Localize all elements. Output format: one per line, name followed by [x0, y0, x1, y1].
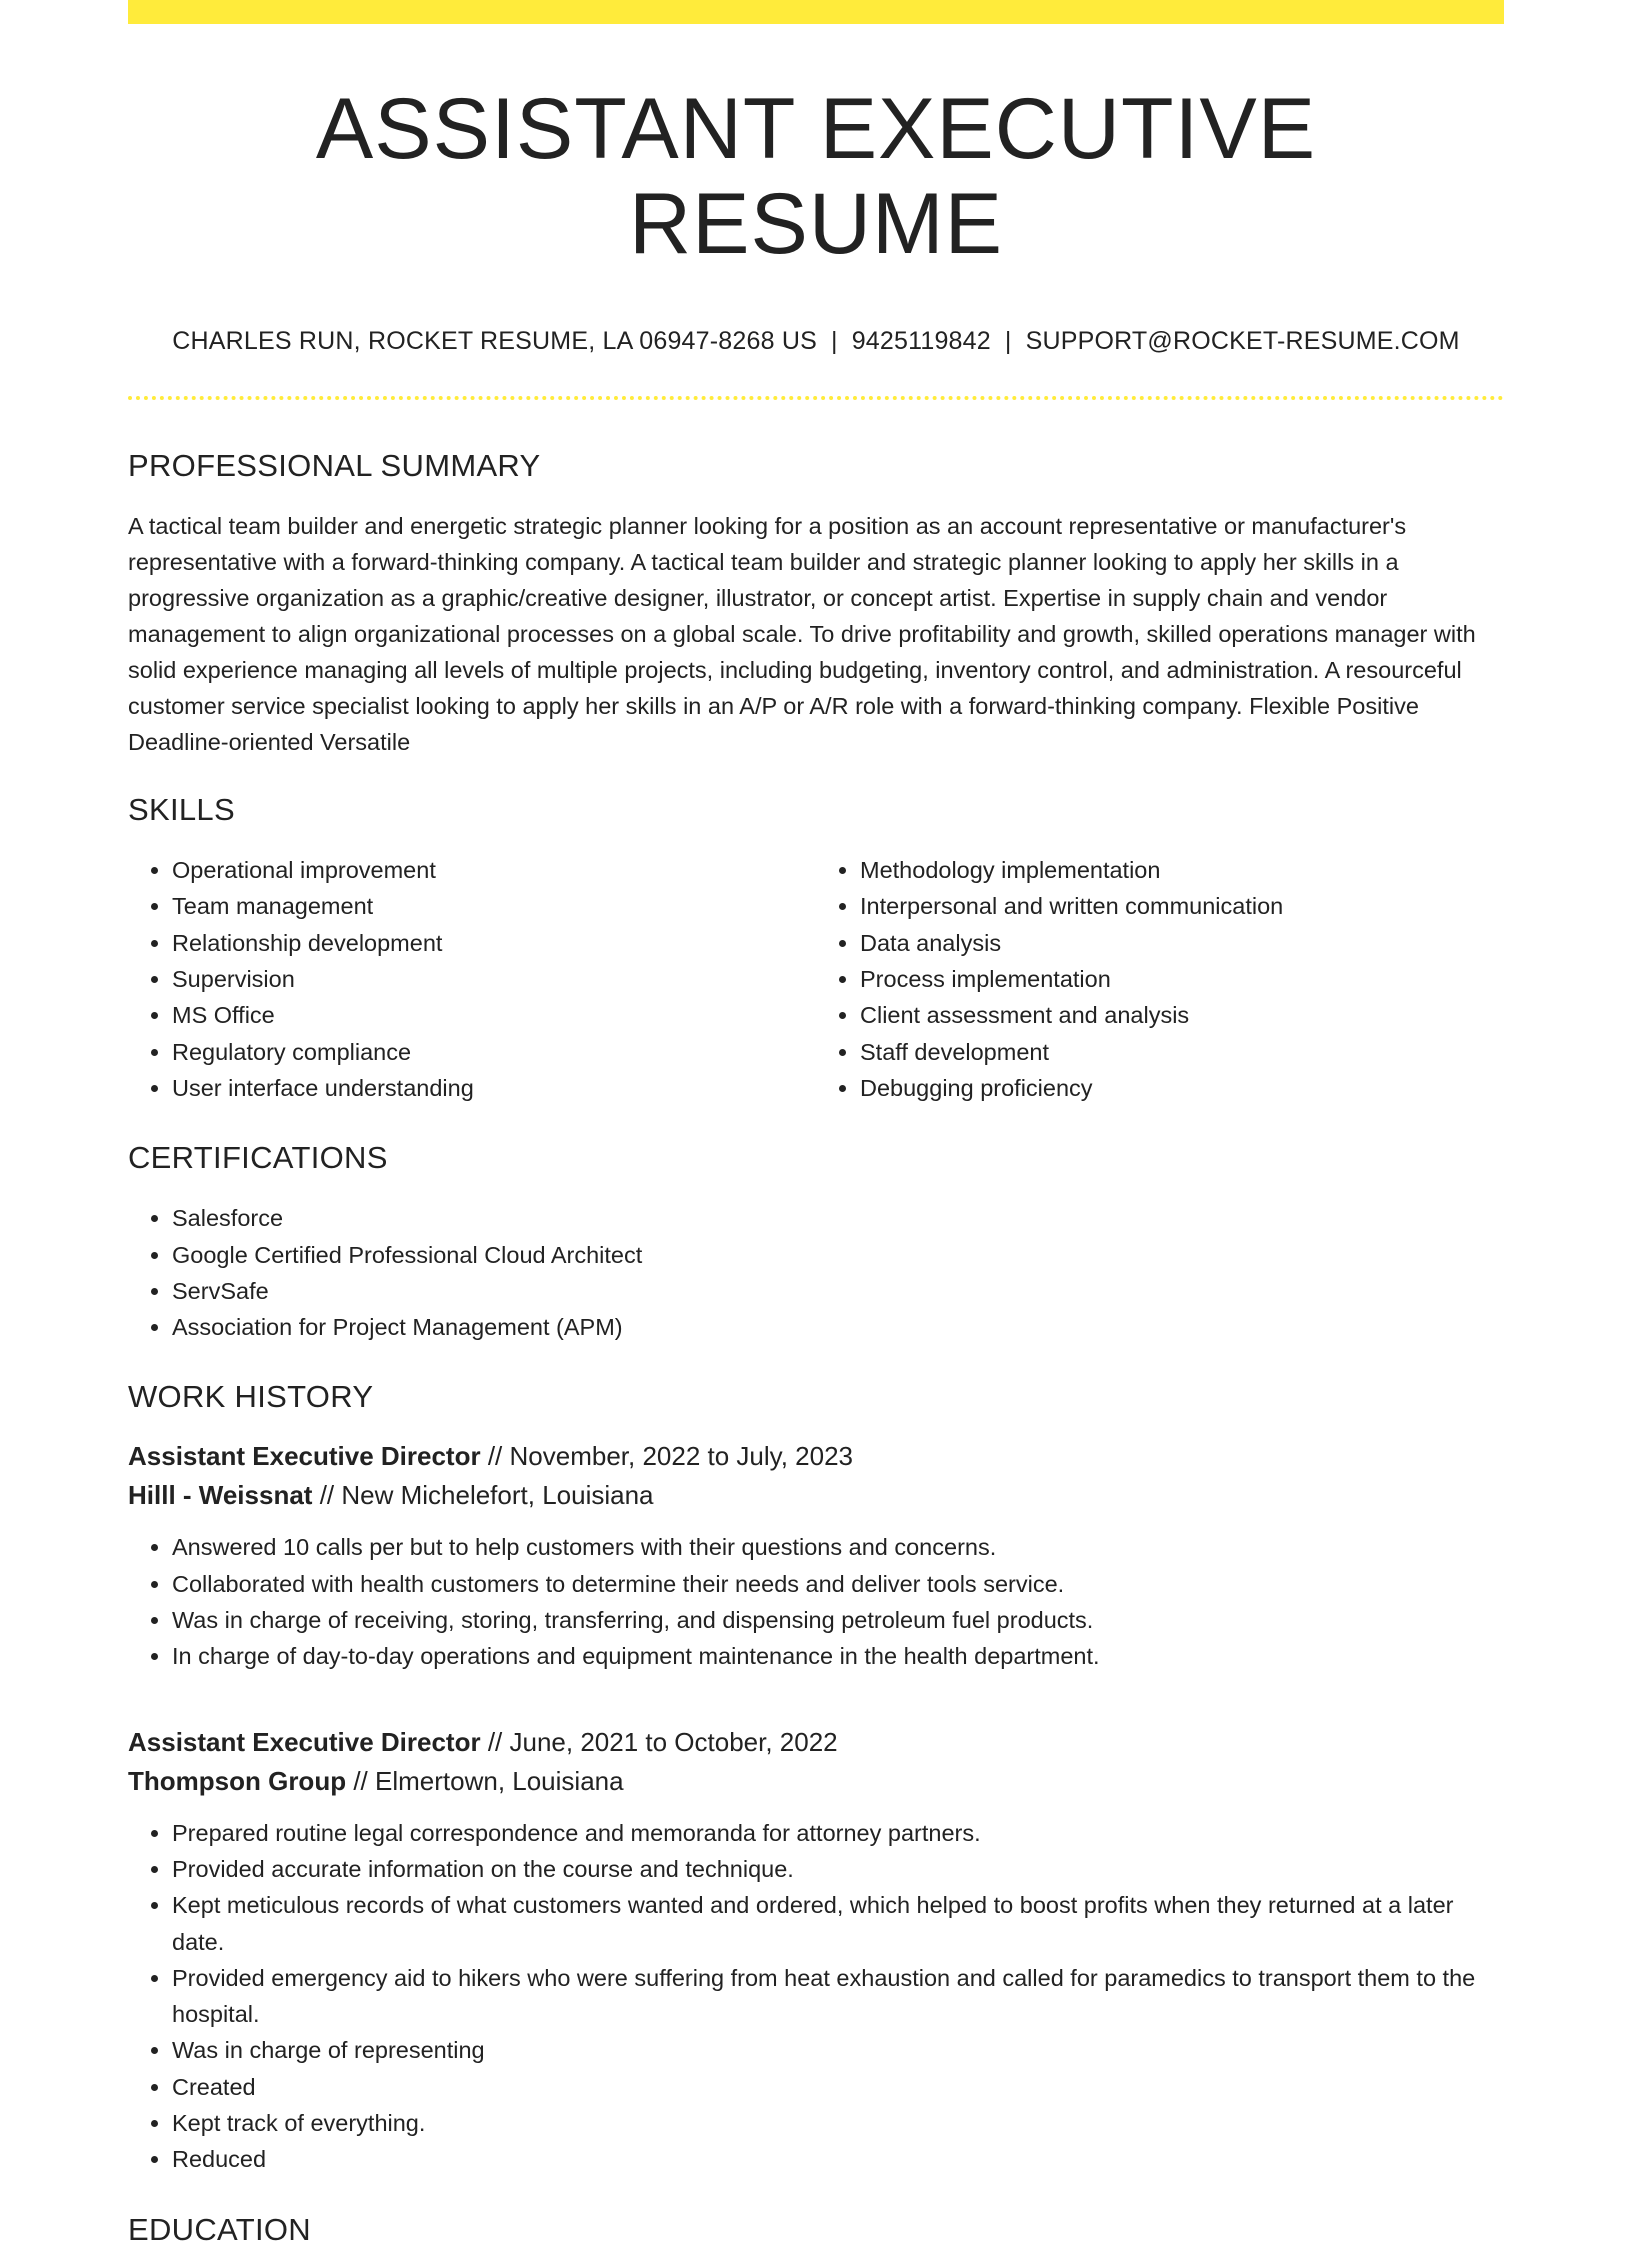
job-company-line	[128, 1476, 1504, 1515]
certification-item: • Salesforce	[172, 1200, 1504, 1236]
summary-section	[128, 448, 1504, 760]
skill-item: • Process implementation	[860, 961, 1504, 997]
resume-page	[128, 0, 1504, 2248]
skills-section	[128, 792, 1504, 1106]
skill-item: • User interface understanding	[172, 1070, 816, 1106]
skill-item: • Staff development	[860, 1034, 1504, 1070]
job-entry	[128, 1723, 1504, 2178]
contact-line	[128, 327, 1504, 356]
job-dates: // June, 2021 to October, 2022	[487, 1726, 838, 1757]
skill-item: • Regulatory compliance	[172, 1034, 816, 1070]
job-location: // New Michelefort, Louisiana	[319, 1480, 654, 1511]
job-bullet: • Kept meticulous records of what customers wanted and ordered, which helped to boost profits when they returned at a later date.	[172, 1887, 1504, 1960]
contact-address: CHARLES RUN, ROCKET RESUME, LA 06947-8268 US	[172, 327, 817, 356]
job-bullet: • Collaborated with health customers to determine their needs and deliver tools service.	[172, 1566, 1504, 1602]
job-bullet: • Kept track of everything.	[172, 2105, 1504, 2141]
skill-item: • Methodology implementation	[860, 852, 1504, 888]
certifications-heading: CERTIFICATIONS	[128, 1140, 388, 1176]
job-bullets	[128, 1529, 1504, 1674]
education-section	[128, 2212, 1504, 2248]
contact-email: SUPPORT@ROCKET-RESUME.COM	[1025, 327, 1460, 356]
skills-grid	[128, 852, 1504, 1106]
accent-top-bar	[128, 0, 1504, 24]
certifications-list	[128, 1200, 1504, 1345]
skills-list-right	[816, 852, 1504, 1106]
skill-item: • Supervision	[172, 961, 816, 997]
skill-item: • Relationship development	[172, 925, 816, 961]
job-bullets	[128, 1815, 1504, 2178]
skill-item: • Interpersonal and written communication	[860, 888, 1504, 924]
skill-item: • MS Office	[172, 997, 816, 1033]
job-location: // Elmertown, Louisiana	[353, 1765, 624, 1796]
job-bullet: • Prepared routine legal correspondence and memoranda for attorney partners.	[172, 1815, 1504, 1851]
certifications-section	[128, 1140, 1504, 1345]
job-title: Assistant Executive Director	[128, 1441, 481, 1472]
contact-phone: 9425119842	[851, 327, 991, 356]
skill-item: • Client assessment and analysis	[860, 997, 1504, 1033]
job-bullet: • Created	[172, 2069, 1504, 2105]
contact-separator: |	[1004, 327, 1012, 356]
summary-text: A tactical team builder and energetic strategic planner looking for a position as an account representative or manufacturer's representative with a forward-thinking company. A tactical team builder and strategic planner looking to apply her skills in a progressive organization as a graphic/creative designer, illustrator, or concept artist. Expertise in supply chain and vendor management to align organizational processes on a global scale. To drive profitability and growth, skilled operations manager with solid experience managing all levels of multiple projects, including budgeting, inventory control, and administration. A resourceful customer service specialist looking to apply her skills in an A/P or A/R role with a forward-thinking company. Flexible Positive Deadline-oriented Versatile	[128, 513, 1476, 756]
job-bullet: • Provided emergency aid to hikers who were suffering from heat exhaustion and called for paramedics to transport them to the hospital.	[172, 1960, 1504, 2033]
job-bullet: • In charge of day-to-day operations and equipment maintenance in the health department.	[172, 1638, 1504, 1674]
job-bullet: • Reduced	[172, 2141, 1504, 2177]
certification-item: • Association for Project Management (APM)	[172, 1309, 1504, 1345]
job-title-line	[128, 1437, 1504, 1476]
job-bullet: • Answered 10 calls per but to help customers with their questions and concerns.	[172, 1529, 1504, 1565]
contact-separator: |	[830, 327, 838, 356]
dotted-divider	[128, 396, 1504, 400]
skill-item: • Team management	[172, 888, 816, 924]
job-bullet: • Was in charge of representing	[172, 2032, 1504, 2068]
work-history-section	[128, 1379, 1504, 2177]
job-company: Thompson Group	[128, 1765, 347, 1796]
skills-heading: SKILLS	[128, 792, 235, 828]
job-entry	[128, 1437, 1504, 1674]
summary-heading: PROFESSIONAL SUMMARY	[128, 448, 541, 484]
job-bullet: • Was in charge of receiving, storing, transferring, and dispensing petroleum fuel products.	[172, 1602, 1504, 1638]
education-heading: EDUCATION	[128, 2211, 311, 2247]
skill-item: • Operational improvement	[172, 852, 816, 888]
resume-title: ASSISTANT EXECUTIVE RESUME	[315, 81, 1317, 272]
job-title: Assistant Executive Director	[128, 1726, 481, 1757]
job-company-line	[128, 1762, 1504, 1801]
certification-item: • ServSafe	[172, 1273, 1504, 1309]
certification-item: • Google Certified Professional Cloud Architect	[172, 1237, 1504, 1273]
job-title-line	[128, 1723, 1504, 1762]
job-bullet: • Provided accurate information on the course and technique.	[172, 1851, 1504, 1887]
job-company: Hilll - Weissnat	[128, 1480, 313, 1511]
skill-item: • Debugging proficiency	[860, 1070, 1504, 1106]
skills-list-left	[128, 852, 816, 1106]
work-history-heading: WORK HISTORY	[128, 1379, 374, 1415]
skill-item: • Data analysis	[860, 925, 1504, 961]
job-dates: // November, 2022 to July, 2023	[487, 1441, 854, 1472]
